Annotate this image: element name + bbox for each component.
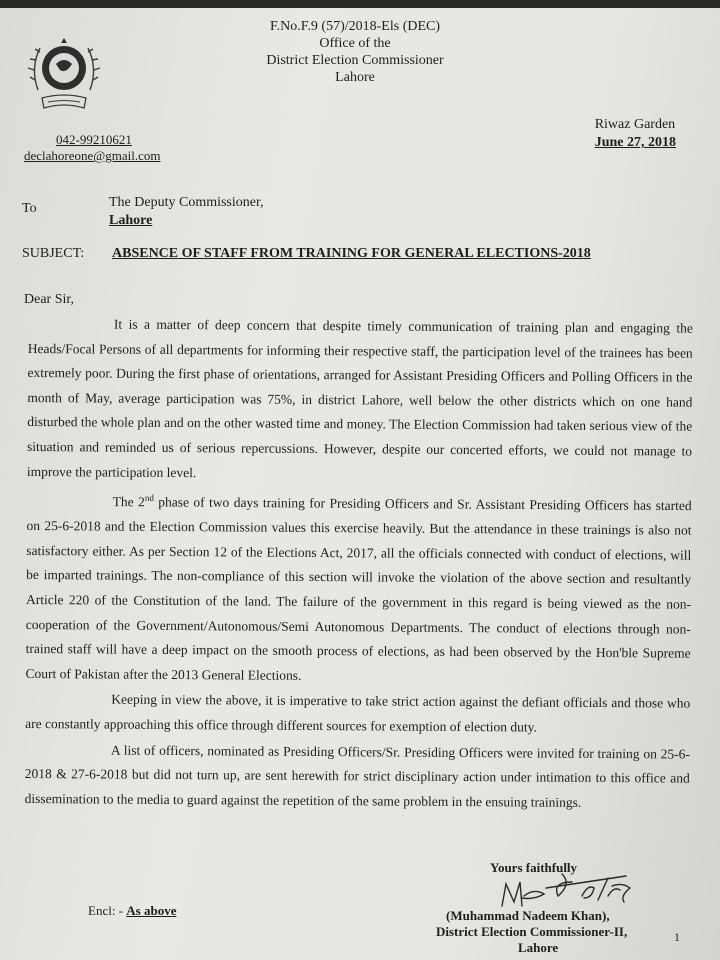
office-line-1: Office of the	[319, 36, 391, 51]
office-line-3: Lahore	[335, 70, 375, 85]
addressee-text	[109, 194, 264, 230]
letter-date: June 27, 2018	[594, 135, 676, 150]
letter-body	[25, 312, 693, 817]
place-date-block	[595, 116, 676, 152]
subject-line	[22, 246, 591, 262]
letter-header	[240, 18, 470, 86]
closing-phrase: Yours faithfully	[490, 860, 578, 875]
paragraph-2	[25, 485, 691, 691]
paragraph-1: It is a matter of deep concern that despite timely communication of training plan and engaging the Heads/Focal Persons of all departments for informing their respective staff, the participation level of the trainees has been extremely poor. During the first phase of orientations, arranged for Assistant Presiding Officers and Polling Officers in the month of May, average participation was 75%, in district Lahore, well below the other districts which on one hand disturbed the whole plan and on the other wasted time and money. The Election Commission had taken serious view of the situation and reminded us of serious repercussions. However, despite our concerted efforts, we could not manage to improve the participation level.	[26, 316, 693, 480]
paragraph-4: A list of officers, nominated as Presiding Officers/Sr. Presiding Officers were invited for training on 25-6-2018 & 27-6-2018 but did not turn up, are sent herewith for strict disciplinary action under intimation to this office and dissemination to the media to guard against the repetition of the same problem in the ensuing trainings.	[24, 742, 690, 810]
location: Riwaz Garden	[594, 117, 676, 132]
signatory-name: (Muhammad Nadeem Khan),	[446, 908, 610, 923]
page-number: 1	[674, 930, 680, 944]
to-label: To	[22, 201, 37, 216]
file-number: F.No.F.9 (57)/2018-Els (DEC)	[269, 19, 441, 34]
office-line-2: District Election Commissioner	[266, 53, 444, 68]
addressee-name: The Deputy Commissioner,	[109, 195, 264, 210]
enclosure-label: Encl: -	[88, 903, 124, 918]
letter-page	[0, 8, 720, 960]
subject-text: ABSENCE OF STAFF FROM TRAINING FOR GENERAL ELECTIONS-2018	[112, 246, 591, 261]
ordinal-suffix: nd	[144, 492, 154, 504]
paragraph-2-rest: phase of two days training for Presiding Officers and Sr. Assistant Presiding Officers has started on 25-6-2018 and the Election Commission values this exercise heavily. But the attendance in these trainings is also not satisfactory either. As per Section 12 of the Elections Act, 2017, all the officials connected with conduct of elections, will be imparted trainings. The non-compliance of this section will invoke the violation of the above section and resultantly Article 220 of the Constitution of the land. The failure of the government in this regard is being viewed as the non-cooperation of the Government/Autonomous/Semi Autonomous Departments. The conduct of elections through non-trained staff will have a deep impact on the smooth process of elections, as had been observed by the Hon'ble Supreme Court of Pakistan after the 2013 General Elections.	[25, 494, 692, 683]
salutation: Dear Sir,	[24, 292, 74, 307]
contact-block	[24, 132, 161, 164]
phone-number: 042-99210621	[56, 132, 132, 147]
enclosure-line	[88, 903, 176, 919]
paragraph-2-lead: The 2	[112, 494, 145, 510]
signatory-designation: District Election Commissioner-II,	[436, 924, 628, 939]
signatory-city: Lahore	[518, 940, 559, 955]
paragraph-3: Keeping in view the above, it is imperative to take strict action against the defiant officials and those who are constantly approaching this office through different sources for exemption of election duty.	[25, 691, 691, 735]
email-address: declahoreone@gmail.com	[24, 148, 161, 163]
subject-label: SUBJECT:	[22, 246, 85, 261]
enclosure-value: As above	[126, 903, 177, 918]
addressee-city: Lahore	[109, 213, 153, 228]
election-commission-seal-icon	[26, 28, 102, 118]
